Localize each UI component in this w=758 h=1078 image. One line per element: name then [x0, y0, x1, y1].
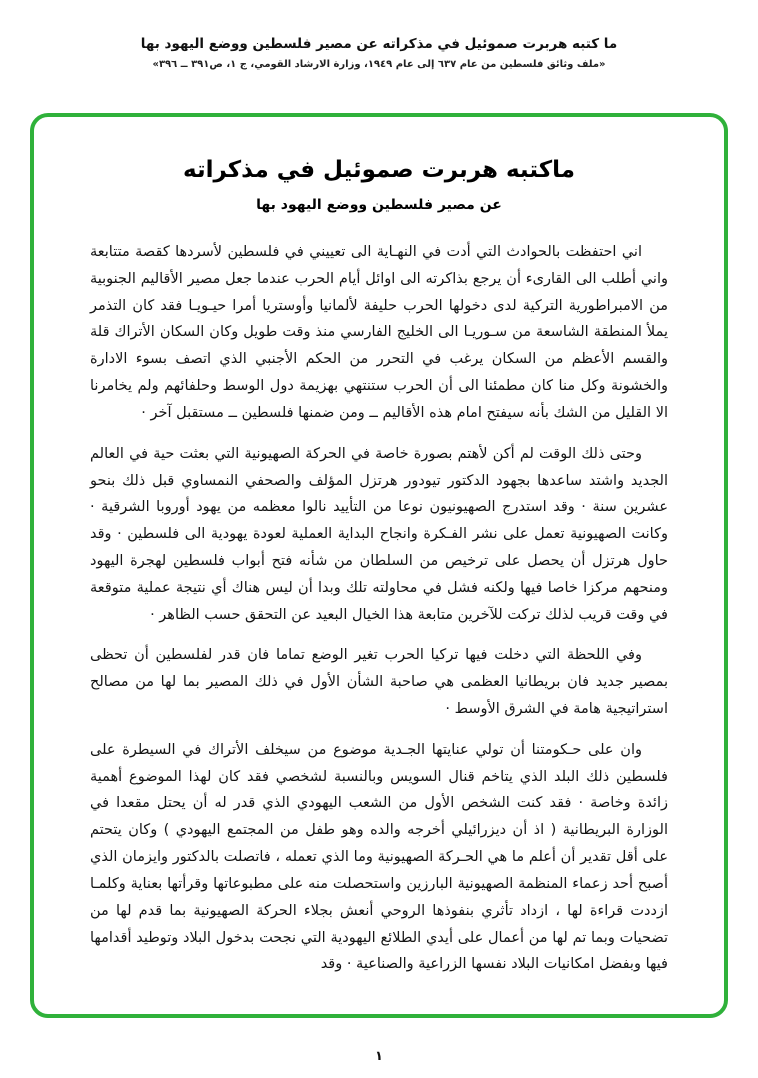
header-title-line: ما كتبه هربرت صموئيل في مذكراته عن مصير فلسطين ووضع اليهود بها [140, 36, 618, 52]
document-subtitle: عن مصير فلسطين ووضع اليهود بها [256, 197, 502, 213]
page-header [0, 0, 758, 70]
document-title: ماكتبه هربرت صموئيل في مذكراته [183, 157, 575, 183]
paragraph-1: اني احتفظت بالحوادث التي أدت في النهـاية الى تعييني في فلسطين لأسردها كقصة متتابعة واني أطلب الى القارىء أن يرجع بذاكرته الى اوائل أيام الحرب عندما جعل مصير الأقاليم الجنوبية من الامبراطورية التركية لدى دخولها الحرب حليفة لألمانيا وأوستريا أمرا حيـويـا فقد كان التذمر يملأ المنطقة الشاسعة من سـوريـا الى الخليج الفارسي منذ وقت طويل وكان السكان الأتراك قلة والقسم الأعظم من السكان يرغب في التحرر من الحكم الأجنبي الذي اتصف بسوء الادارة والخشونة وكل منا كان مطمئنا الى أن الحرب ستنتهي بهزيمة دول الوسط وحلفائهم ولم يخامرنا الا القليل من الشك بأنه سيفتح امام هذه الأقاليم ــ ومن ضمنها فلسطين ــ مستقبل آخر · [90, 244, 668, 421]
paragraph-2: وحتى ذلك الوقت لم أكن لأهتم بصورة خاصة في الحركة الصهيونية التي بعثت حية في العالم الجديد واشتد ساعدها بجهود الدكتور تيودور هرتزل المؤلف والصحفي النمساوي قبل ذلك بنحو عشرين سنة · وقد استدرج الصهيونيون نوعا من التأييد نالوا معظمه من يهود أوروبا الشرقية · وكانت الصهيونية تعمل على نشر الفـكرة وانجاح البداية العملية لعودة يهودية الى فلسطين · وقد حاول هرتزل أن يحصل على ترخيص من السلطان من شأنه فتح أبواب فلسطين لهجرة اليهود ومنحهم مركزا خاصا فيها ولكنه فشل في محاولته تلك وبدا أن ليس هناك أي نتيجة عملية متوقعة في وقت قريب لذلك تركت للآخرين متابعة هذا الخيال البعيد عن التحقق حسب الظاهر · [90, 445, 668, 623]
document-body [90, 239, 668, 978]
document-border-box [30, 113, 728, 1018]
page-number: ١ [375, 1049, 383, 1064]
paragraph-3: وفي اللحظة التي دخلت فيها تركيا الحرب تغير الوضع تماما فان قدر لفلسطين أن تحظى بمصير جديد فان بريطانيا العظمى هي صاحبة الشأن الأول في ذلك المصير بما لها من مصالح استراتيجية هامة في الشرق الأوسط · [90, 647, 668, 717]
paragraph-4: وان على حـكومتنا أن تولي عنايتها الجـدية موضوع من سيخلف الأتراك في السيطرة على فلسطين ذلك البلد الذي يتاخم قنال السويس وبالنسبة لشخصي فقد كان لهذا الموضوع أهمية زائدة وخاصة · فقد كنت الشخص الأول من الشعب اليهودي الذي قدر له أن يحتل مقعدا في الوزارة البريطانية ( اذ أن ديزرائيلي أخرجه والده وهو طفل من المجتمع اليهودي ) وكان يتحتم على أقل تقدير أن أعلم ما هي الحـركة الصهيونية وما الذي تعمله ، فاتصلت بالدكتور وايزمان الذي أصبح أحد زعماء المنظمة الصهيونية البارزين واستحصلت منه على مطبوعاتها وقرأتها بعناية وكلمـا ازددت قراءة لها ، ازداد تأثري بنفوذها الروحي أنعش بجلاء الحركة الصهيونية بما قدم لها من تضحيات وبما تم لها من أعمال على أيدي الطلائع اليهودية التي نجحت بدخول البلاد وتوطيد أقدامها فيها وبفضل امكانيات البلاد نفسها الزراعية والصناعية · وقد [90, 741, 668, 973]
header-citation-line: «ملف وثائق فلسطين من عام ٦٣٧ إلى عام ١٩٤٩، وزارة الارشاد القومي، ج ١، ص٣٩١ ــ ٣٩٦» [152, 59, 606, 70]
